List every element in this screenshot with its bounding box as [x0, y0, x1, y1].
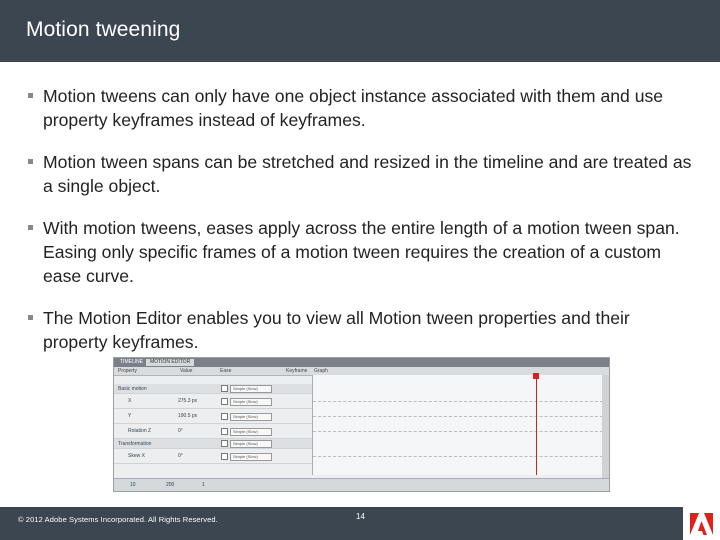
row-checkbox[interactable] [221, 398, 228, 405]
row-checkbox[interactable] [221, 440, 228, 447]
bullet-item [28, 84, 698, 132]
row-ease-select[interactable]: Simple (Slow) [230, 413, 272, 421]
slide-title: Motion tweening [26, 18, 181, 41]
graph-line [313, 456, 603, 457]
playhead-line[interactable] [536, 375, 537, 475]
row-value[interactable]: 0° [178, 428, 183, 434]
bullet-marker [28, 225, 33, 230]
editor-row[interactable] [114, 439, 312, 449]
editor-row[interactable] [114, 394, 312, 409]
row-property: Rotation Z [128, 428, 152, 434]
bullet-marker [28, 159, 33, 164]
editor-tabbar [114, 358, 609, 367]
row-ease-select[interactable]: Simple (Slow) [230, 428, 272, 436]
row-checkbox[interactable] [221, 428, 228, 435]
page-number: 14 [356, 512, 365, 521]
copyright-text: © 2012 Adobe Systems Incorporated. All Rights Reserved. [18, 515, 218, 524]
title-bar [0, 0, 720, 62]
editor-footer [114, 478, 609, 491]
row-value[interactable]: 0° [178, 453, 183, 459]
tab-motion-editor[interactable]: MOTION EDITOR [146, 359, 194, 366]
graph-line [313, 401, 603, 402]
row-checkbox[interactable] [221, 385, 228, 392]
bullet-text: The Motion Editor enables you to view all Motion tween properties and their property keyframes. [43, 308, 630, 352]
footer-value[interactable]: 200 [166, 482, 175, 488]
row-checkbox[interactable] [221, 453, 228, 460]
row-checkbox[interactable] [221, 413, 228, 420]
graph-line [313, 416, 603, 417]
bullet-text: Motion tween spans can be stretched and resized in the timeline and are treated as a single object. [43, 152, 692, 196]
footer-bar [0, 507, 720, 540]
motion-editor-screenshot [113, 357, 610, 492]
row-value[interactable]: 275.3 px [178, 398, 198, 404]
adobe-logo-icon [683, 507, 720, 540]
row-property: Y [128, 413, 132, 419]
bullet-list [28, 84, 698, 372]
footer-value[interactable]: 10 [130, 482, 136, 488]
row-ease-select[interactable]: Simple (Slow) [230, 398, 272, 406]
row-property: Transformation [118, 441, 152, 447]
column-property: Property [118, 368, 137, 374]
editor-row[interactable] [114, 424, 312, 439]
bullet-marker [28, 315, 33, 320]
bullet-item [28, 306, 698, 354]
bullet-item [28, 150, 698, 198]
editor-row[interactable] [114, 384, 312, 394]
tab-timeline[interactable]: TIMELINE [120, 359, 144, 365]
editor-scrollbar[interactable] [602, 375, 609, 479]
bullet-text: Motion tweens can only have one object instance associated with them and use property keyframes instead of keyframes. [43, 86, 664, 130]
column-keyframe: Keyframe [286, 368, 308, 374]
editor-row[interactable] [114, 449, 312, 464]
row-ease-select[interactable]: Simple (Slow) [230, 440, 272, 448]
bullet-text: With motion tweens, eases apply across the entire length of a motion tween span. Easing only specific frames of a motion tween requires the creation of a custom ease curve. [43, 218, 680, 286]
graph-line [313, 431, 603, 432]
column-ease: Ease [220, 368, 232, 374]
column-value: Value [180, 368, 193, 374]
editor-row[interactable] [114, 409, 312, 424]
row-value[interactable]: 190.5 px [178, 413, 198, 419]
bullet-item [28, 216, 698, 288]
row-ease-select[interactable]: Simple (Slow) [230, 453, 272, 461]
row-property: Basic motion [118, 386, 147, 392]
column-graph: Graph [314, 368, 328, 374]
bullet-marker [28, 93, 33, 98]
editor-graph-area[interactable] [312, 375, 603, 475]
row-property: Skew X [128, 453, 145, 459]
footer-value[interactable]: 1 [202, 482, 205, 488]
row-property: X [128, 398, 132, 404]
row-ease-select[interactable]: Simple (Slow) [230, 385, 272, 393]
